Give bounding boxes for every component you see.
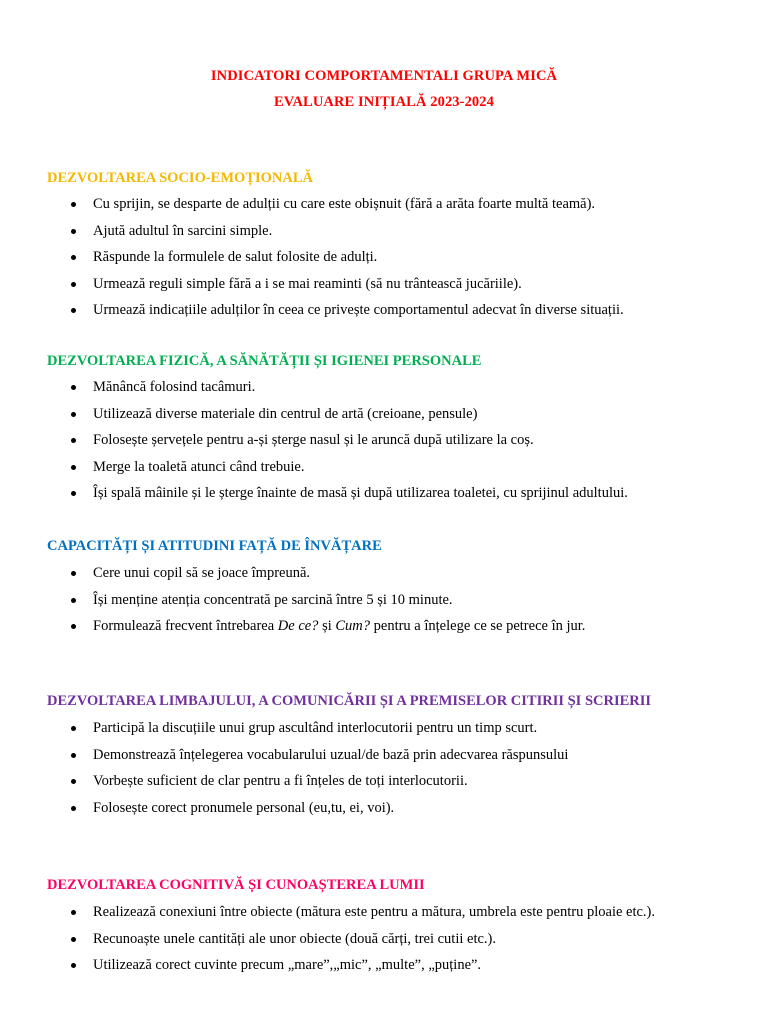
list-item-text: Mănâncă folosind tacâmuri. bbox=[93, 379, 256, 395]
list-item-text: Cere unui copil să se joace împreună. bbox=[93, 565, 311, 581]
document-title: INDICATORI COMPORTAMENTALI GRUPA MICĂ bbox=[210, 68, 558, 84]
list-item bbox=[0, 563, 768, 590]
section-list-cognitive bbox=[0, 902, 768, 982]
section-heading-learning: CAPACITĂȚI ȘI ATITUDINI FAȚĂ DE ÎNVĂȚARE bbox=[47, 538, 382, 554]
list-item bbox=[0, 590, 768, 617]
bullet-icon bbox=[71, 255, 76, 260]
list-item-text: Cu sprijin, se desparte de adulții cu care este obișnuit (fără a arăta foarte multă teamă). bbox=[93, 196, 596, 212]
bullet-icon bbox=[71, 726, 76, 731]
bullet-icon bbox=[71, 910, 76, 915]
list-item-text: Utilizează corect cuvinte precum „mare”,„mic”, „multe”, „puține”. bbox=[93, 957, 482, 974]
document-subtitle: EVALUARE INIȚIALĂ 2023-2024 bbox=[274, 94, 494, 110]
bullet-icon bbox=[71, 202, 76, 207]
section-heading-physical: DEZVOLTAREA FIZICĂ, A SĂNĂTĂȚII ȘI IGIENEI PERSONALE bbox=[47, 353, 482, 369]
italic-cum: Cum? bbox=[335, 618, 371, 635]
list-item bbox=[0, 616, 768, 643]
list-item bbox=[0, 798, 768, 825]
list-item-text: Merge la toaletă atunci când trebuie. bbox=[93, 458, 305, 475]
section-heading-cognitive: DEZVOLTAREA COGNITIVĂ ȘI CUNOAȘTEREA LUMII bbox=[47, 877, 425, 893]
list-item-text: Folosește corect pronumele personal (eu,tu, ei, voi). bbox=[93, 799, 395, 816]
list-item-text: Vorbește suficient de clar pentru a fi înțeles de toți interlocutorii. bbox=[93, 773, 468, 790]
bullet-icon bbox=[71, 571, 76, 576]
bullet-icon bbox=[71, 937, 76, 942]
bullet-icon bbox=[71, 963, 76, 968]
list-item bbox=[0, 771, 768, 798]
bullet-icon bbox=[71, 465, 76, 470]
list-item bbox=[0, 929, 768, 956]
list-item bbox=[0, 745, 768, 772]
section-list-socio-emotional bbox=[0, 194, 768, 327]
bullet-icon bbox=[71, 412, 76, 417]
bullet-icon bbox=[71, 282, 76, 287]
bullet-icon bbox=[71, 624, 76, 629]
list-item bbox=[0, 902, 768, 929]
list-item-text: Își menține atenția concentrată pe sarcină între 5 și 10 minute. bbox=[93, 591, 453, 608]
section-list-physical bbox=[0, 377, 768, 510]
bullet-icon bbox=[71, 308, 76, 313]
list-item bbox=[0, 404, 768, 431]
list-item-text: Realizează conexiuni între obiecte (mătura este pentru a mătura, umbrela este pentru ploaie etc.). bbox=[93, 904, 656, 920]
bullet-icon bbox=[71, 806, 76, 811]
section-heading-language: DEZVOLTAREA LIMBAJULUI, A COMUNICĂRII ȘI A PREMISELOR CITIRII ȘI SCRIERII bbox=[47, 693, 652, 709]
list-item bbox=[0, 221, 768, 248]
list-item bbox=[0, 457, 768, 484]
bullet-icon bbox=[71, 753, 76, 758]
list-item bbox=[0, 430, 768, 457]
list-item-text: Urmează indicațiile adulților în ceea ce privește comportamentul adecvat în diverse situații. bbox=[93, 302, 624, 319]
list-item bbox=[0, 300, 768, 327]
list-item-text: Utilizează diverse materiale din centrul de artă (creioane, pensule) bbox=[93, 405, 478, 422]
list-item bbox=[0, 194, 768, 221]
bullet-icon bbox=[71, 491, 76, 496]
section-heading-socio-emotional: DEZVOLTAREA SOCIO-EMOȚIONALĂ bbox=[47, 170, 313, 186]
list-item-text: Ajută adultul în sarcini simple. bbox=[93, 222, 273, 239]
list-item-text: Folosește șervețele pentru a-și șterge nasul și le aruncă după utilizare la coș. bbox=[93, 432, 534, 449]
list-item-text: Urmează reguli simple fără a i se mai reaminti (să nu trântească jucăriile). bbox=[93, 275, 522, 292]
list-item bbox=[0, 377, 768, 404]
list-item bbox=[0, 718, 768, 745]
list-item bbox=[0, 274, 768, 301]
italic-de-ce: De ce? bbox=[277, 618, 319, 635]
list-item bbox=[0, 955, 768, 982]
bullet-icon bbox=[71, 438, 76, 443]
list-item-text: Participă la discuțiile unui grup ascultând interlocutorii pentru un timp scurt. bbox=[93, 720, 538, 736]
list-item-text: Recunoaște unele cantități ale unor obiecte (două cărți, trei cutii etc.). bbox=[93, 930, 496, 947]
list-item-text: Demonstrează înțelegerea vocabularului uzual/de bază prin adecvarea răspunsului bbox=[93, 746, 569, 763]
bullet-icon bbox=[71, 779, 76, 784]
bullet-icon bbox=[71, 229, 76, 234]
list-item-text: Răspunde la formulele de salut folosite de adulți. bbox=[93, 249, 378, 266]
bullet-icon bbox=[71, 385, 76, 390]
bullet-icon bbox=[71, 598, 76, 603]
list-item-text: Formulează frecvent întrebarea De ce? și Cum? pentru a înțelege ce se petrece în jur. bbox=[93, 618, 586, 635]
section-list-learning bbox=[0, 563, 768, 643]
list-item bbox=[0, 483, 768, 510]
section-list-language bbox=[0, 718, 768, 824]
list-item-text: Își spală mâinile și le șterge înainte de masă și după utilizarea toaletei, cu sprijinul adultului. bbox=[93, 485, 628, 502]
list-item bbox=[0, 247, 768, 274]
